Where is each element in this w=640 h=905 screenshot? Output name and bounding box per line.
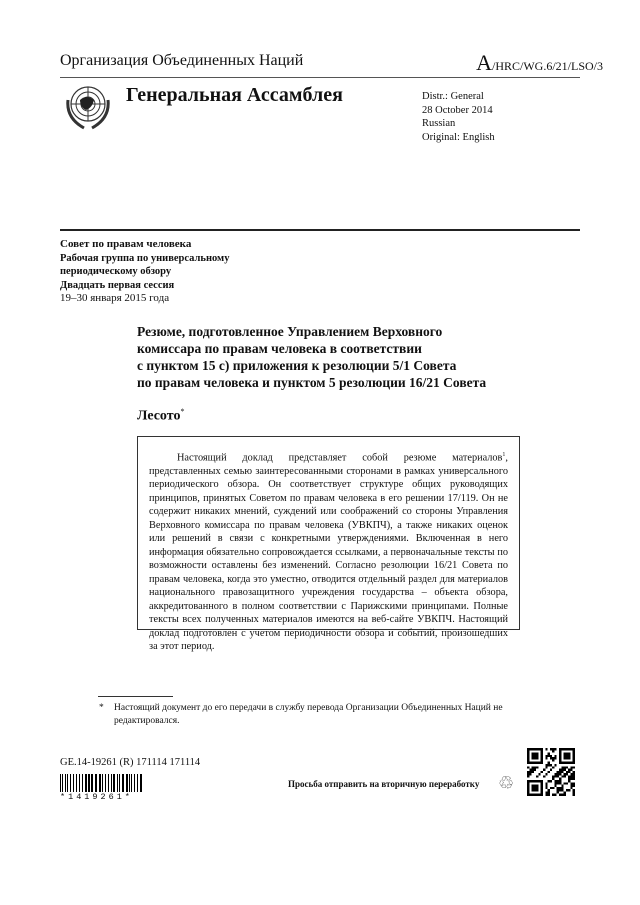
document-title (137, 323, 537, 391)
qr-cell (545, 757, 547, 759)
barcode-bar (105, 774, 106, 792)
qr-cell (554, 755, 556, 757)
qr-finder (532, 785, 539, 792)
qr-cell (561, 794, 563, 796)
qr-cell (573, 775, 575, 777)
qr-cell (554, 748, 556, 750)
qr-cell (548, 791, 550, 793)
barcode-text: *1419261* (60, 792, 133, 802)
barcode-bar (126, 774, 128, 792)
distribution-line: Distr.: General (422, 91, 484, 102)
qr-cell (545, 748, 547, 750)
qr-cell (561, 789, 563, 791)
qr-cell (550, 748, 552, 750)
qr-cell (566, 789, 568, 791)
qr-cell (545, 766, 547, 768)
distribution-language: Russian (422, 118, 456, 129)
barcode-bar (79, 774, 80, 792)
qr-cell (561, 769, 563, 771)
barcode-bar (99, 774, 101, 792)
qr-cell (554, 794, 556, 796)
qr-cell (573, 789, 575, 791)
qr-cell (568, 771, 570, 773)
qr-cell (559, 794, 561, 796)
qr-cell (557, 782, 559, 784)
qr-cell (543, 769, 545, 771)
qr-cell (545, 782, 547, 784)
qr-cell (534, 769, 536, 771)
qr-cell (570, 778, 572, 780)
title-line: комиссара по правам человека в соответствии (137, 341, 422, 356)
qr-cell (559, 782, 561, 784)
qr-cell (557, 773, 559, 775)
qr-cell (554, 785, 556, 787)
qr-cell (573, 778, 575, 780)
title-line: Резюме, подготовленное Управлением Верховного (137, 324, 443, 339)
qr-cell (570, 782, 572, 784)
qr-cell (548, 789, 550, 791)
qr-cell (548, 753, 550, 755)
qr-cell (554, 764, 556, 766)
qr-cell (559, 778, 561, 780)
barcode-bar (122, 774, 124, 792)
qr-cell (564, 769, 566, 771)
qr-cell (559, 771, 561, 773)
qr-cell (573, 766, 575, 768)
qr-cell (554, 773, 556, 775)
qr-cell (573, 771, 575, 773)
qr-cell (570, 775, 572, 777)
qr-cell (548, 780, 550, 782)
barcode-bar (67, 774, 68, 792)
qr-cell (534, 766, 536, 768)
qr-cell (548, 794, 550, 796)
qr-cell (550, 755, 552, 757)
qr-cell (548, 771, 550, 773)
barcode-bar (108, 774, 109, 792)
qr-cell (552, 787, 554, 789)
barcode-bar (119, 774, 120, 792)
qr-cell (548, 755, 550, 757)
qr-cell (570, 787, 572, 789)
barcode-bar (73, 774, 74, 792)
title-line: с пунктом 15 с) приложения к резолюции 5/1 Совета (137, 358, 457, 373)
summary-box (137, 436, 520, 653)
barcode-bar (140, 774, 142, 792)
qr-cell (532, 771, 534, 773)
title-line: по правам человека и пунктом 5 резолюции 16/21 Совета (137, 375, 487, 390)
qr-cell (552, 748, 554, 750)
body-name: Генеральная Ассамблея (126, 84, 343, 106)
session-dates: 19–30 января 2015 года (60, 292, 170, 304)
qr-cell (554, 775, 556, 777)
qr-cell (552, 794, 554, 796)
working-group-line-2: периодическому обзору (60, 266, 172, 277)
barcode-bar (95, 774, 97, 792)
qr-cell (545, 755, 547, 757)
qr-cell (541, 771, 543, 773)
symbol-prefix: A (476, 50, 492, 75)
qr-cell (557, 775, 559, 777)
qr-cell (543, 775, 545, 777)
barcode-bar (134, 774, 135, 792)
qr-cell (532, 766, 534, 768)
qr-cell (557, 780, 559, 782)
qr-cell (564, 775, 566, 777)
qr-finder (532, 753, 539, 760)
barcode-bar (65, 774, 66, 792)
qr-cell (564, 773, 566, 775)
qr-cell (527, 771, 529, 773)
qr-cell (552, 778, 554, 780)
job-number: GE.14-19261 (R) 171114 171114 (60, 757, 201, 768)
distribution-original: Original: English (422, 131, 495, 143)
qr-cell (545, 794, 547, 796)
qr-cell (552, 757, 554, 759)
qr-cell (550, 769, 552, 771)
section-divider (60, 229, 580, 231)
barcode-bar (88, 774, 90, 792)
recycle-icon: ♲ (498, 773, 515, 793)
qr-cell (559, 789, 561, 791)
qr-cell (573, 791, 575, 793)
summary-part-1: Настоящий доклад представляет собой резюме материалов (177, 452, 503, 464)
qr-cell (570, 773, 572, 775)
qr-cell (561, 787, 563, 789)
qr-cell (564, 782, 566, 784)
qr-code-icon[interactable] (527, 748, 575, 796)
un-emblem-icon (62, 80, 114, 132)
qr-cell (573, 794, 575, 796)
qr-cell (557, 771, 559, 773)
footnote-marker: * (180, 407, 185, 416)
summary-part-2: , представленных семью заинтересованными сторонами в рамках универсального периодического обзора. Он соответствует структуре общих руководящих принципов, принятых Советом по правам человека в его решении 17/119. Он не содержит никаких мнений, суждений или соображений со стороны Управления Верховного комиссара по правам человека (УВКПЧ), а также никаких оценок или решений в связи с конкретными утверждениями. Включенная в него информация обязательно сопровождается ссылками, а первоначальные тексты по возможности оставлены без изменений. Согласно резолюции 16/21 Совета по правам человека, когда это уместно, отводится отдельный раздел для материалов национального правозащитного учреждения государства – объекта обзора, аккредитованного в полном соответствии с Парижскими принципами. Полные тексты всех полученных материалов имеются на веб-сайте УВКПЧ. Настоящий доклад подготовлен с учетом периодичности обзора и событий, произошедших за этот период. (149, 452, 508, 653)
document-symbol (476, 50, 603, 76)
footnote-divider (98, 696, 173, 697)
qr-cell (561, 771, 563, 773)
qr-cell (554, 782, 556, 784)
qr-cell (550, 780, 552, 782)
qr-cell (536, 775, 538, 777)
qr-cell (568, 789, 570, 791)
barcode-bar (60, 774, 61, 792)
qr-cell (566, 766, 568, 768)
qr-cell (573, 785, 575, 787)
qr-cell (568, 778, 570, 780)
barcode-bar (131, 774, 132, 792)
organization-name: Организация Объединенных Наций (60, 52, 304, 69)
qr-cell (559, 787, 561, 789)
qr-cell (529, 771, 531, 773)
country-name: Лесото (137, 408, 181, 424)
qr-cell (557, 789, 559, 791)
qr-cell (545, 785, 547, 787)
qr-cell (561, 775, 563, 777)
qr-cell (538, 773, 540, 775)
qr-cell (552, 766, 554, 768)
qr-cell (573, 773, 575, 775)
qr-cell (545, 764, 547, 766)
working-group-line-1: Рабочая группа по универсальному (60, 252, 230, 264)
qr-cell (564, 766, 566, 768)
qr-cell (570, 766, 572, 768)
qr-cell (552, 750, 554, 752)
qr-cell (550, 757, 552, 759)
barcode-bar (129, 774, 130, 792)
distribution-info (422, 90, 495, 144)
barcode-bar (111, 774, 112, 792)
qr-cell (527, 773, 529, 775)
qr-cell (559, 769, 561, 771)
distribution-date: 28 October 2014 (422, 104, 493, 116)
barcode-bar (82, 774, 83, 792)
qr-cell (570, 785, 572, 787)
barcode-bar (76, 774, 77, 792)
footnote-text: Настоящий документ до его передачи в службу перевода Организации Объединенных Наций не редактировался. (114, 703, 503, 726)
barcode-bar (102, 774, 103, 792)
qr-cell (566, 771, 568, 773)
recycle-notice: Просьба отправить на вторичную переработку (288, 779, 480, 789)
council-info (60, 238, 229, 306)
footnote-mark: * (99, 703, 104, 713)
barcode-bar (137, 774, 138, 792)
qr-cell (552, 759, 554, 761)
footnote (99, 702, 528, 728)
summary-text (149, 449, 508, 654)
barcode-bar (85, 774, 87, 792)
footnote-reference[interactable]: 1 (502, 452, 506, 458)
qr-cell (564, 794, 566, 796)
qr-cell (550, 787, 552, 789)
qr-finder (564, 753, 571, 760)
qr-cell (561, 785, 563, 787)
qr-cell (559, 780, 561, 782)
session: Двадцать первая сессия (60, 279, 175, 291)
qr-cell (548, 764, 550, 766)
qr-cell (564, 791, 566, 793)
qr-cell (568, 780, 570, 782)
qr-cell (529, 769, 531, 771)
qr-cell (561, 766, 563, 768)
qr-cell (557, 787, 559, 789)
qr-cell (568, 769, 570, 771)
qr-cell (554, 757, 556, 759)
qr-cell (573, 782, 575, 784)
qr-cell (532, 769, 534, 771)
qr-cell (557, 791, 559, 793)
barcode-icon (60, 774, 145, 792)
qr-cell (527, 766, 529, 768)
qr-cell (566, 773, 568, 775)
qr-cell (570, 769, 572, 771)
qr-cell (527, 775, 529, 777)
qr-cell (568, 775, 570, 777)
qr-cell (545, 791, 547, 793)
qr-cell (559, 773, 561, 775)
barcode-bar (62, 774, 63, 792)
qr-cell (550, 764, 552, 766)
symbol-rest: /HRC/WG.6/21/LSO/3 (491, 59, 603, 73)
barcode-bar (70, 774, 71, 792)
country-heading (137, 407, 184, 425)
barcode-bar (113, 774, 115, 792)
barcode-bar (91, 774, 93, 792)
qr-cell (529, 773, 531, 775)
barcode-bar (117, 774, 118, 792)
qr-cell (536, 766, 538, 768)
qr-cell (545, 773, 547, 775)
qr-cell (566, 782, 568, 784)
qr-cell (548, 762, 550, 764)
header-divider (60, 77, 580, 78)
council-name: Совет по правам человека (60, 238, 192, 250)
qr-cell (545, 787, 547, 789)
qr-cell (552, 775, 554, 777)
qr-cell (554, 780, 556, 782)
